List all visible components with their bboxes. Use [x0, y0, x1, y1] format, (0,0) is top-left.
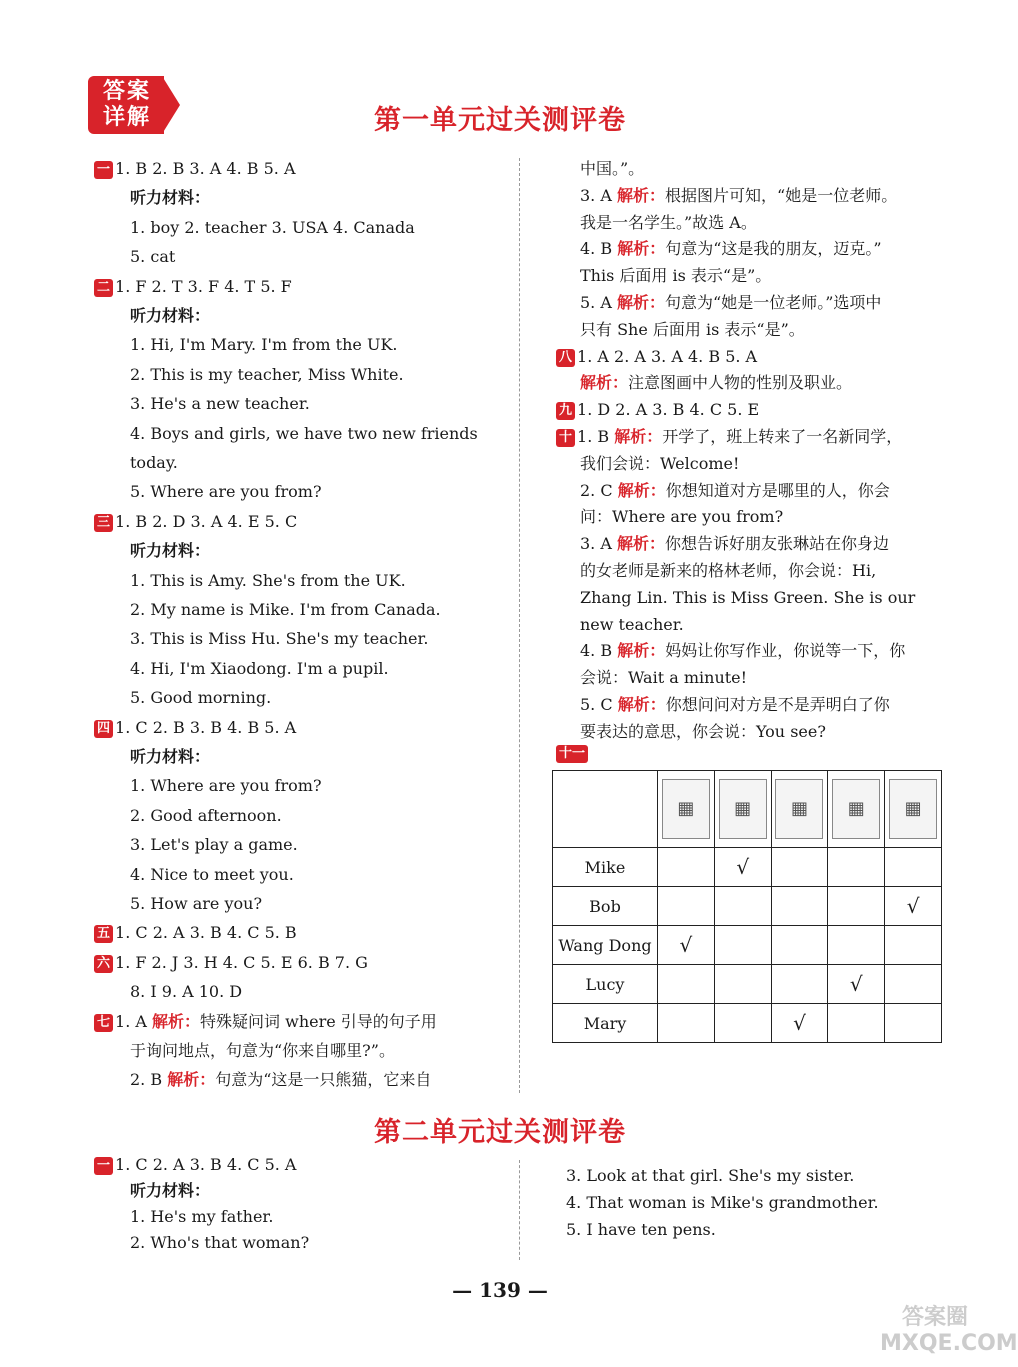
listening-heading: 听力材料： [130, 541, 211, 561]
answer-line [130, 540, 210, 562]
table-row [553, 926, 942, 965]
check-cell [658, 848, 715, 887]
answer-text: 2. Who's that woman? [130, 1233, 310, 1252]
answer-text: 5. cat [130, 247, 176, 267]
answer-line [130, 775, 322, 797]
answer-line [580, 319, 805, 341]
answer-text: 4. Boys and girls, we have two new friends [130, 423, 478, 443]
check-cell: √ [714, 848, 771, 887]
answer-line [580, 640, 905, 662]
page-number: — 139 — [452, 1278, 548, 1302]
answer-text: 会说：Wait a minute! [580, 668, 748, 688]
picture-cell [771, 771, 828, 848]
answer-line [130, 805, 282, 827]
answer-text: 1. C 2. B 3. B 4. B 5. A [115, 717, 297, 737]
question-number: 十 [556, 429, 575, 447]
listening-heading: 听力材料： [130, 1181, 211, 1200]
answer-text: 3. A [580, 185, 617, 205]
answer-text: 1. He's my father. [130, 1207, 274, 1226]
question-number: 八 [556, 349, 575, 367]
answer-text: 3. Look at that girl. She's my sister. [566, 1166, 855, 1185]
analysis-text: 妈妈让你写作业，你说等一下，你 [665, 641, 906, 661]
check-cell: √ [885, 887, 942, 926]
table-row [553, 887, 942, 926]
analysis-label: 解析： [617, 239, 666, 259]
column-divider [519, 158, 520, 1093]
analysis-label: 解析： [580, 373, 629, 393]
answer-line [130, 570, 406, 592]
answer-text: 于询问地点，句意为“你来自哪里?”。 [130, 1041, 395, 1060]
answer-line [130, 1232, 309, 1254]
table-label [556, 743, 590, 763]
analysis-label: 解析： [617, 480, 666, 500]
answer-line [580, 372, 852, 394]
answer-text: 1. D 2. A 3. B 4. C 5. E [577, 400, 760, 420]
answer-line [130, 746, 210, 768]
listening-heading: 听力材料： [130, 747, 211, 766]
answer-line [566, 1219, 716, 1241]
answer-text: 5. C [580, 695, 618, 714]
answer-text: 1. B 2. B 3. A 4. B 5. A [115, 159, 296, 178]
answer-text: 1. C 2. A 3. B 4. C 5. B [115, 923, 297, 943]
answer-line [580, 265, 771, 287]
question-number: 十一 [556, 745, 588, 763]
answer-line [130, 452, 178, 474]
answer-text: 2. My name is Mike. I'm from Canada. [130, 600, 441, 619]
question-number: 六 [94, 955, 113, 973]
answer-line [556, 346, 757, 368]
analysis-label: 解析： [617, 534, 666, 554]
answer-line [130, 217, 415, 239]
table-corner [553, 771, 658, 848]
student-name: Mary [553, 1004, 658, 1043]
picture-icon: ▦ [719, 779, 767, 839]
answer-text: 5. Good morning. [130, 688, 272, 708]
check-cell [714, 926, 771, 965]
answer-line [130, 834, 298, 856]
answer-line [130, 893, 262, 915]
answer-text: 4. B [580, 641, 618, 661]
answer-text: 1. Hi, I'm Mary. I'm from the UK. [130, 335, 398, 355]
check-cell [658, 887, 715, 926]
analysis-label: 解析： [152, 1011, 201, 1031]
check-cell [714, 1004, 771, 1043]
answer-text: 中国。”。 [580, 159, 645, 178]
answer-line [130, 246, 175, 268]
answer-line [580, 560, 876, 582]
check-cell [885, 848, 942, 887]
matching-table [552, 770, 942, 1043]
answer-line [94, 511, 297, 533]
check-cell [885, 965, 942, 1004]
answer-line [94, 922, 297, 944]
analysis-text: 句意为“这是一只熊猫，它来自 [215, 1070, 432, 1090]
question-number: 七 [94, 1014, 113, 1032]
answer-line [580, 212, 757, 234]
answer-line [556, 399, 759, 421]
answer-text: 1. This is Amy. She's from the UK. [130, 570, 406, 590]
answer-line [130, 1040, 395, 1062]
answer-text: This 后面用 is 表示“是”。 [580, 266, 772, 286]
answer-line [580, 506, 783, 528]
answer-text: 3. A [580, 534, 617, 554]
answer-line [130, 1069, 431, 1091]
answer-line [580, 614, 684, 636]
answer-line [580, 453, 739, 475]
answer-text: 要表达的意思，你会说：You see? [580, 721, 826, 741]
question-number: 一 [94, 161, 113, 179]
answer-text: 3. This is Miss Hu. She's my teacher. [130, 629, 429, 649]
answer-line [130, 187, 210, 209]
question-number: 四 [94, 720, 113, 738]
analysis-text: 根据图片可知，“她是一位老师。 [665, 185, 898, 205]
listening-heading: 听力材料： [130, 188, 211, 208]
answer-line [580, 480, 890, 502]
picture-icon: ▦ [775, 779, 823, 839]
check-cell [771, 965, 828, 1004]
analysis-label: 解析： [614, 427, 663, 446]
analysis-label: 解析： [617, 293, 666, 312]
answer-text: 3. Let's play a game. [130, 835, 298, 855]
answer-text: 1. C 2. A 3. B 4. C 5. A [115, 1155, 297, 1174]
answer-line [130, 628, 428, 650]
student-name: Bob [553, 887, 658, 926]
answer-line [94, 1154, 296, 1176]
watermark-logo: 答案圈 MXQE.COM [880, 1305, 1018, 1356]
answer-line [580, 721, 826, 743]
analysis-text: 句意为“她是一位老师。”选项中 [665, 293, 882, 312]
answer-text: 我们会说：Welcome! [580, 453, 740, 473]
column-divider-2 [519, 1160, 520, 1260]
student-name: Lucy [553, 965, 658, 1004]
listening-heading: 听力材料： [130, 306, 211, 325]
analysis-text: 特殊疑问词 where 引导的句子用 [200, 1011, 437, 1031]
check-cell [828, 887, 885, 926]
analysis-label: 解析： [167, 1070, 216, 1090]
answer-text: 只有 She 后面用 is 表示“是”。 [580, 319, 805, 339]
analysis-label: 解析： [617, 641, 666, 661]
picture-icon: ▦ [889, 779, 937, 839]
analysis-text: 你想知道对方是哪里的人，你会 [665, 480, 890, 500]
answer-text: 5. How are you? [130, 894, 263, 913]
check-cell [714, 887, 771, 926]
answer-text: new teacher. [580, 614, 684, 634]
analysis-text: 你想告诉好朋友张琳站在你身边 [665, 534, 890, 554]
answer-line [130, 1206, 273, 1228]
answer-line [130, 334, 397, 356]
answer-text: 1. B [577, 427, 615, 446]
answer-text: 1. F 2. J 3. H 4. C 5. E 6. B 7. G [115, 952, 368, 972]
answer-text: 问：Where are you from? [580, 507, 784, 527]
answer-text: 1. A 2. A 3. A 4. B 5. A [577, 346, 758, 366]
check-cell: √ [828, 965, 885, 1004]
answer-line [94, 717, 296, 739]
picture-cell [714, 771, 771, 848]
answer-text: 2. This is my teacher, Miss White. [130, 364, 404, 384]
check-cell [828, 848, 885, 887]
check-cell [771, 887, 828, 926]
answer-line [556, 426, 902, 448]
answer-line [580, 667, 747, 689]
picture-cell [828, 771, 885, 848]
answer-text: 1. boy 2. teacher 3. USA 4. Canada [130, 217, 415, 237]
picture-cell [885, 771, 942, 848]
answer-text: 5. A [580, 293, 617, 312]
answer-line [130, 393, 310, 415]
answer-line [566, 1192, 879, 1214]
question-number: 一 [94, 1157, 113, 1175]
answer-text: 的女老师是新来的格林老师，你会说：Hi, [580, 561, 877, 580]
answer-text: 4. Nice to meet you. [130, 864, 294, 884]
answer-text: Zhang Lin. This is Miss Green. She is our [580, 587, 916, 607]
analysis-text: 句意为“这是我的朋友，迈克。” [665, 239, 882, 259]
answer-line [130, 864, 294, 886]
analysis-text: 注意图画中人物的性别及职业。 [628, 373, 853, 393]
check-cell [658, 965, 715, 1004]
answer-line [580, 185, 897, 207]
table-row [553, 965, 942, 1004]
answer-text: 4. B [580, 239, 618, 259]
answer-line [580, 158, 644, 180]
answer-line [580, 533, 889, 555]
answer-text: 5. Where are you from? [130, 482, 322, 502]
answer-line [566, 1165, 854, 1187]
answer-text: 2. B [130, 1070, 168, 1090]
question-number: 三 [94, 514, 113, 532]
answer-line [130, 364, 404, 386]
answer-line [94, 1011, 437, 1033]
check-cell [658, 1004, 715, 1043]
picture-icon: ▦ [832, 779, 880, 839]
answer-text: 1. F 2. T 3. F 4. T 5. F [115, 276, 292, 296]
question-number: 二 [94, 279, 113, 297]
answer-text: 1. B 2. D 3. A 4. E 5. C [115, 511, 298, 531]
section-title-2: 第二单元过关测评卷 [374, 1117, 626, 1148]
answer-line [130, 423, 478, 445]
answer-line [580, 694, 890, 716]
answer-line [130, 599, 441, 621]
question-number: 九 [556, 402, 575, 420]
answer-text: 3. He's a new teacher. [130, 394, 310, 414]
answer-line [94, 952, 368, 974]
answer-line [580, 238, 882, 260]
badge-line2: 详解 [102, 105, 151, 130]
table-row [553, 848, 942, 887]
table-row [553, 1004, 942, 1043]
student-name: Wang Dong [553, 926, 658, 965]
page-number-value: 139 [479, 1278, 521, 1302]
answer-line [94, 276, 292, 298]
answer-text: 4. That woman is Mike's grandmother. [566, 1193, 879, 1212]
check-cell: √ [771, 1004, 828, 1043]
answer-text: today. [130, 453, 178, 472]
answer-line [130, 687, 271, 709]
analysis-label: 解析： [617, 695, 666, 714]
answer-text: 2. Good afternoon. [130, 805, 282, 825]
answer-line [580, 587, 915, 609]
answer-text: 5. I have ten pens. [566, 1220, 716, 1239]
student-name: Mike [553, 848, 658, 887]
section-title-1: 第一单元过关测评卷 [374, 105, 626, 136]
answer-line [130, 981, 242, 1003]
check-cell [714, 965, 771, 1004]
picture-icon: ▦ [662, 779, 710, 839]
picture-cell [658, 771, 715, 848]
answer-line [130, 305, 210, 327]
answer-text: 我是一名学生。”故选 A。 [580, 212, 757, 232]
check-cell [885, 1004, 942, 1043]
check-cell: √ [658, 926, 715, 965]
analysis-label: 解析： [617, 185, 666, 205]
answer-text: 1. A [115, 1011, 153, 1031]
answer-text: 4. Hi, I'm Xiaodong. I'm a pupil. [130, 658, 389, 678]
answer-line [130, 481, 322, 503]
analysis-text: 开学了，班上转来了一名新同学， [662, 427, 903, 446]
answer-text: 8. I 9. A 10. D [130, 982, 243, 1002]
check-cell [885, 926, 942, 965]
answer-text: 2. C [580, 480, 618, 500]
check-cell [771, 926, 828, 965]
badge-line1: 答案 [102, 79, 151, 104]
check-cell [771, 848, 828, 887]
answer-line [94, 158, 296, 180]
answer-line [130, 658, 389, 680]
answer-line [580, 292, 881, 314]
analysis-text: 你想问问对方是不是弄明白了你 [665, 695, 890, 714]
answer-text: 1. Where are you from? [130, 776, 322, 796]
answer-line [130, 1180, 210, 1202]
question-number: 五 [94, 925, 113, 943]
check-cell [828, 926, 885, 965]
check-cell [828, 1004, 885, 1043]
